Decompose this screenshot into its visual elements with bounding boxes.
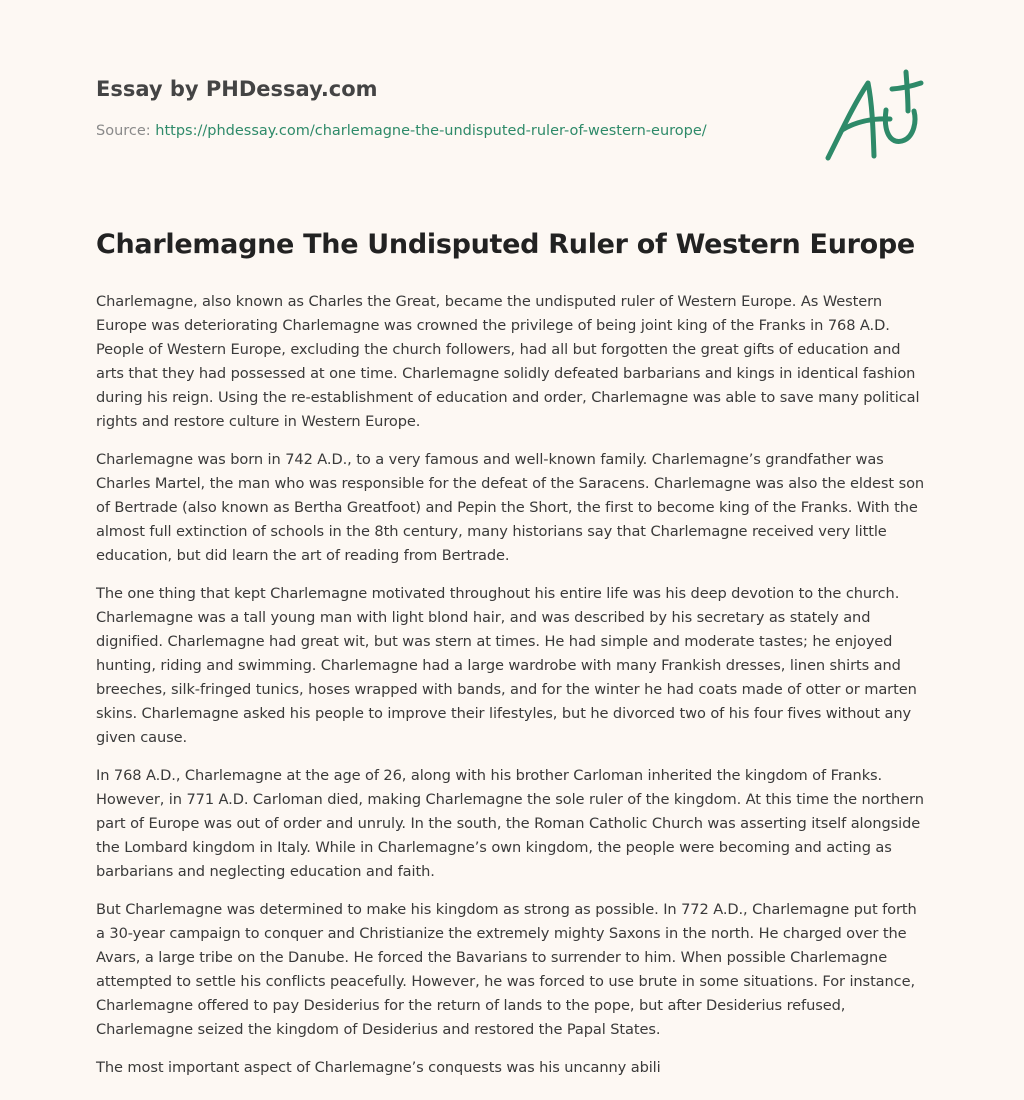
essay-title: Charlemagne The Undisputed Ruler of Western Europe xyxy=(96,229,915,260)
essay-paragraph: The most important aspect of Charlemagne’s conquests was his uncanny abili xyxy=(96,1059,661,1076)
essay-article xyxy=(96,222,930,1094)
source-line xyxy=(96,123,707,139)
essay-paragraph: Charlemagne was born in 742 A.D., to a very famous and well-known family. Charlemagne’s grandfather was Charles Martel, the man who was responsible for the defeat of the Saracens. Charlemagne was also the eldest son of Bertrade (also known as Bertha Greatfoot) and Pepin the Short, the first to become king of the Franks. With the almost full extinction of schools in the 8th century, many historians say that Charlemagne received very little education, but did learn the art of reading from Bertrade. xyxy=(96,451,925,564)
a-plus-logo-icon xyxy=(824,68,928,164)
site-title: Essay by PHDessay.com xyxy=(96,77,378,101)
source-label: Source: xyxy=(96,123,151,139)
essay-paragraph: Charlemagne, also known as Charles the Great, became the undisputed ruler of Western Europe. As Western Europe was deteriorating Charlemagne was crowned the privilege of being joint king of the Franks in 768 A.D. People of Western Europe, excluding the church followers, had all but forgotten the great gifts of education and arts that they had possessed at one time. Charlemagne solidly defeated barbarians and kings in identical fashion during his reign. Using the re-establishment of education and order, Charlemagne was able to save many political rights and restore culture in Western Europe. xyxy=(96,293,920,430)
source-link[interactable]: https://phdessay.com/charlemagne-the-undisputed-ruler-of-western-europe/ xyxy=(155,123,707,139)
essay-paragraph: But Charlemagne was determined to make his kingdom as strong as possible. In 772 A.D., Charlemagne put forth a 30-year campaign to conquer and Christianize the extremely mighty Saxons in the north. He charged over the Avars, a large tribe on the Danube. He forced the Bavarians to surrender to him. When possible Charlemagne attempted to settle his conflicts peacefully. However, he was forced to use brute in some situations. For instance, Charlemagne offered to pay Desiderius for the return of lands to the pope, but after Desiderius refused, Charlemagne seized the kingdom of Desiderius and restored the Papal States. xyxy=(96,901,917,1038)
essay-paragraph: The one thing that kept Charlemagne motivated throughout his entire life was his deep devotion to the church. Charlemagne was a tall young man with light blond hair, and was described by his secretary as stately and dignified. Charlemagne had great wit, but was stern at times. He had simple and moderate tastes; he enjoyed hunting, riding and swimming. Charlemagne had a large wardrobe with many Frankish dresses, linen shirts and breeches, silk-fringed tunics, hoses wrapped with bands, and for the winter he had coats made of otter or marten skins. Charlemagne asked his people to improve their lifestyles, but he divorced two of his four fives without any given cause. xyxy=(96,585,917,746)
essay-header xyxy=(96,0,928,190)
essay-paragraph: In 768 A.D., Charlemagne at the age of 26, along with his brother Carloman inherited the kingdom of Franks. However, in 771 A.D. Carloman died, making Charlemagne the sole ruler of the kingdom. At this time the northern part of Europe was out of order and unruly. In the south, the Roman Catholic Church was asserting itself alongside the Lombard kingdom in Italy. While in Charlemagne’s own kingdom, the people were becoming and acting as barbarians and neglecting education and faith. xyxy=(96,767,924,880)
